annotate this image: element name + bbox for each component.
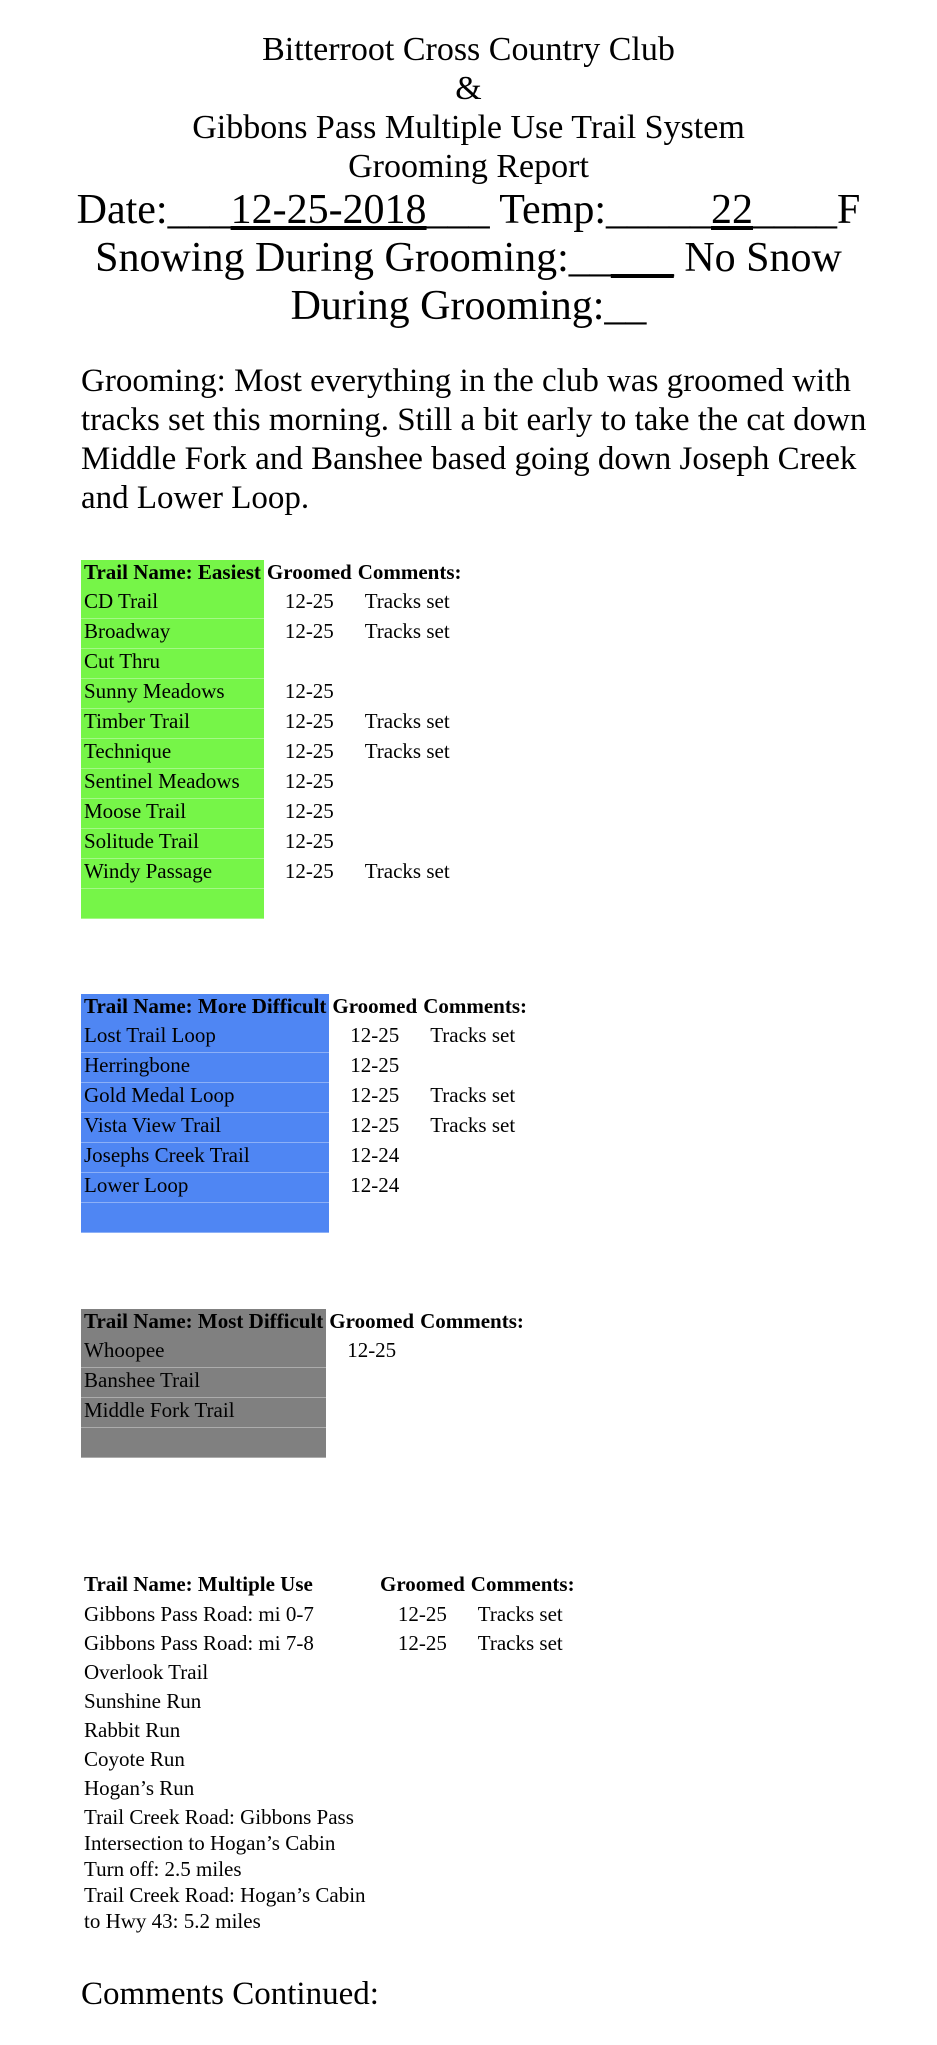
comment bbox=[468, 1717, 578, 1746]
trail-name: Timber Trail bbox=[81, 709, 264, 739]
comment bbox=[355, 799, 465, 829]
trail-system-name: Gibbons Pass Multiple Use Trail System bbox=[192, 109, 745, 146]
groomed-date: 12-25 bbox=[350, 1082, 400, 1107]
comment: Tracks set bbox=[430, 1082, 516, 1107]
groomed-date: 12-25 bbox=[284, 858, 334, 883]
groomed-date bbox=[264, 889, 355, 919]
comment bbox=[355, 769, 465, 799]
comment bbox=[468, 1775, 578, 1804]
table-header-row bbox=[81, 1309, 527, 1338]
table-row bbox=[81, 1659, 578, 1688]
groomed-date bbox=[377, 1717, 468, 1746]
comment: Tracks set bbox=[477, 1631, 563, 1655]
temp-unit: ____F bbox=[753, 187, 861, 233]
trail-name: Vista View Trail bbox=[81, 1113, 329, 1143]
trail-name bbox=[81, 1428, 326, 1458]
groomed-date bbox=[377, 1775, 468, 1804]
comment: Tracks set bbox=[430, 1112, 516, 1137]
trail-name: Gibbons Pass Road: mi 0-7 bbox=[84, 1602, 314, 1626]
trail-name: Sentinel Meadows bbox=[81, 769, 264, 799]
table-row bbox=[81, 1143, 530, 1173]
comment: Tracks set bbox=[364, 858, 450, 883]
table-row bbox=[81, 709, 465, 739]
header-trail-name: Trail Name: More Difficult bbox=[81, 994, 329, 1023]
trail-name: Herringbone bbox=[81, 1053, 329, 1083]
table-row bbox=[81, 1398, 527, 1428]
groomed-date bbox=[326, 1368, 417, 1398]
trail-name: Banshee Trail bbox=[81, 1368, 326, 1398]
table-row bbox=[81, 1775, 578, 1804]
groomed-date: 12-25 bbox=[284, 798, 334, 823]
comment: Tracks set bbox=[364, 618, 450, 643]
groomed-date bbox=[377, 1804, 468, 1882]
comment bbox=[468, 1882, 578, 1934]
trail-name: Middle Fork Trail bbox=[81, 1398, 326, 1428]
groomed-date: 12-25 bbox=[347, 1338, 397, 1362]
comment bbox=[417, 1398, 527, 1428]
table-header-row bbox=[81, 994, 530, 1023]
no-snow-line: During Grooming:__ bbox=[290, 283, 647, 329]
comments-continued: Comments Continued: bbox=[81, 1976, 379, 2012]
trail-name: Gibbons Pass Road: mi 7-8 bbox=[84, 1631, 314, 1655]
groomed-date: 12-25 bbox=[284, 738, 334, 763]
snowing-label: Snowing During Grooming:__ bbox=[95, 235, 611, 281]
table-row bbox=[81, 1804, 578, 1882]
table-row bbox=[81, 889, 465, 919]
groomed-date bbox=[329, 1203, 420, 1233]
trail-name: Broadway bbox=[81, 619, 264, 649]
table-row bbox=[81, 1113, 530, 1143]
trail-name: Moose Trail bbox=[81, 799, 264, 829]
comment bbox=[355, 679, 465, 709]
table-row bbox=[81, 1428, 527, 1458]
no-snow-label: No Snow bbox=[673, 235, 842, 281]
table-row bbox=[81, 829, 465, 859]
table-row bbox=[81, 1083, 530, 1113]
header-groomed: Groomed bbox=[266, 560, 352, 584]
groomed-date: 12-25 bbox=[397, 1631, 447, 1655]
date-value: 12-25-2018 bbox=[230, 187, 427, 233]
groomed-date bbox=[377, 1746, 468, 1775]
header-trail-name: Trail Name: Easiest bbox=[81, 560, 264, 589]
comment: Tracks set bbox=[364, 708, 450, 733]
table-row bbox=[81, 769, 465, 799]
header-comments: Comments: bbox=[470, 1572, 575, 1596]
groomed-date: 12-25 bbox=[284, 589, 334, 613]
trail-name: Trail Creek Road: Gibbons Pass Intersection to Hogan’s Cabin Turn off: 2.5 miles bbox=[84, 1805, 354, 1881]
trail-name: CD Trail bbox=[81, 589, 264, 619]
groomed-date: 12-25 bbox=[350, 1052, 400, 1077]
table-row bbox=[81, 679, 465, 709]
trail-name: Windy Passage bbox=[81, 859, 264, 889]
header-trail-name: Trail Name: Multiple Use bbox=[84, 1572, 313, 1596]
more-difficult-trails-table bbox=[81, 994, 530, 1233]
comment bbox=[468, 1688, 578, 1717]
trail-name: Rabbit Run bbox=[84, 1718, 181, 1742]
table-row bbox=[81, 1882, 578, 1934]
trail-name: Whoopee bbox=[81, 1338, 326, 1368]
groomed-date: 12-25 bbox=[284, 618, 334, 643]
comment bbox=[417, 1428, 527, 1458]
grooming-summary: Grooming: Most everything in the club was groomed with tracks set this morning. Still a bit early to take the cat down Middle Fork and Banshee based going down Joseph Creek and Lower Loop. bbox=[81, 363, 867, 516]
table-row bbox=[81, 1203, 530, 1233]
header-trail-name: Trail Name: Most Difficult bbox=[81, 1309, 326, 1338]
snowing-value: ___ bbox=[610, 235, 674, 281]
groomed-date: 12-25 bbox=[350, 1023, 400, 1047]
comment bbox=[420, 1053, 530, 1083]
comment bbox=[468, 1804, 578, 1882]
table-row bbox=[81, 1023, 530, 1053]
comment bbox=[420, 1203, 530, 1233]
club-name: Bitterroot Cross Country Club bbox=[262, 31, 675, 68]
table-row bbox=[81, 1368, 527, 1398]
header-comments: Comments: bbox=[357, 560, 462, 584]
table-row bbox=[81, 799, 465, 829]
trail-name: Cut Thru bbox=[81, 649, 264, 679]
table-row bbox=[81, 1746, 578, 1775]
trail-name: Trail Creek Road: Hogan’s Cabin to Hwy 43: 5.2 miles bbox=[84, 1883, 366, 1933]
groomed-date: 12-24 bbox=[350, 1142, 400, 1167]
trail-name bbox=[81, 1203, 329, 1233]
temp-value: 22 bbox=[711, 187, 754, 233]
groomed-date: 12-25 bbox=[397, 1602, 447, 1626]
table-header-row bbox=[81, 1572, 578, 1601]
header-groomed: Groomed bbox=[380, 1572, 465, 1596]
groomed-date: 12-25 bbox=[284, 678, 334, 703]
groomed-date: 12-25 bbox=[284, 828, 334, 853]
comment bbox=[468, 1746, 578, 1775]
trail-name: Josephs Creek Trail bbox=[81, 1143, 329, 1173]
table-row bbox=[81, 1630, 578, 1659]
header-comments: Comments: bbox=[420, 1309, 524, 1333]
groomed-date: 12-25 bbox=[284, 768, 334, 793]
comment: Tracks set bbox=[364, 738, 450, 763]
trail-name: Overlook Trail bbox=[84, 1660, 209, 1684]
multiple-use-trails-table bbox=[81, 1572, 578, 1934]
groomed-date bbox=[377, 1882, 468, 1934]
table-header-row bbox=[81, 560, 465, 589]
table-row bbox=[81, 1053, 530, 1083]
groomed-date: 12-25 bbox=[284, 708, 334, 733]
table-row bbox=[81, 1688, 578, 1717]
table-row bbox=[81, 859, 465, 889]
trail-name: Hogan’s Run bbox=[84, 1776, 195, 1800]
trail-name: Technique bbox=[81, 739, 264, 769]
date-temp-line bbox=[0, 186, 937, 234]
table-row bbox=[81, 649, 465, 679]
comment bbox=[355, 829, 465, 859]
comment: Tracks set bbox=[430, 1023, 516, 1047]
comment bbox=[417, 1338, 527, 1368]
trail-name bbox=[81, 889, 264, 919]
comment bbox=[420, 1143, 530, 1173]
table-row bbox=[81, 589, 465, 619]
groomed-date bbox=[377, 1688, 468, 1717]
temp-label: ___ Temp:_____ bbox=[426, 187, 712, 233]
table-row bbox=[81, 619, 465, 649]
groomed-date bbox=[377, 1659, 468, 1688]
comment: Tracks set bbox=[364, 589, 450, 613]
comment bbox=[355, 649, 465, 679]
table-row bbox=[81, 1173, 530, 1203]
header-groomed: Groomed bbox=[329, 1309, 415, 1333]
header-comments: Comments: bbox=[423, 994, 527, 1018]
most-difficult-trails-table bbox=[81, 1309, 527, 1458]
table-row bbox=[81, 1338, 527, 1368]
comment bbox=[468, 1659, 578, 1688]
header-groomed: Groomed bbox=[332, 994, 418, 1018]
groomed-date: 12-24 bbox=[350, 1172, 400, 1197]
table-row bbox=[81, 1717, 578, 1746]
trail-name: Sunshine Run bbox=[84, 1689, 202, 1713]
trail-name: Lost Trail Loop bbox=[81, 1023, 329, 1053]
table-row bbox=[81, 1601, 578, 1630]
easiest-trails-table bbox=[81, 560, 465, 919]
groomed-date: 12-25 bbox=[350, 1112, 400, 1137]
snowing-line bbox=[0, 234, 937, 282]
groomed-date bbox=[326, 1428, 417, 1458]
trail-name: Coyote Run bbox=[84, 1747, 185, 1771]
comment: Tracks set bbox=[477, 1602, 563, 1626]
report-header bbox=[0, 30, 937, 330]
groomed-date bbox=[326, 1398, 417, 1428]
date-label: Date:___ bbox=[76, 187, 231, 233]
trail-name: Solitude Trail bbox=[81, 829, 264, 859]
comment bbox=[417, 1368, 527, 1398]
trail-name: Gold Medal Loop bbox=[81, 1083, 329, 1113]
trail-name: Sunny Meadows bbox=[81, 679, 264, 709]
comment bbox=[420, 1173, 530, 1203]
trail-name: Lower Loop bbox=[81, 1173, 329, 1203]
report-title: Grooming Report bbox=[348, 148, 589, 185]
comment bbox=[355, 889, 465, 919]
groomed-date bbox=[264, 649, 355, 679]
ampersand: & bbox=[455, 70, 482, 107]
table-row bbox=[81, 739, 465, 769]
